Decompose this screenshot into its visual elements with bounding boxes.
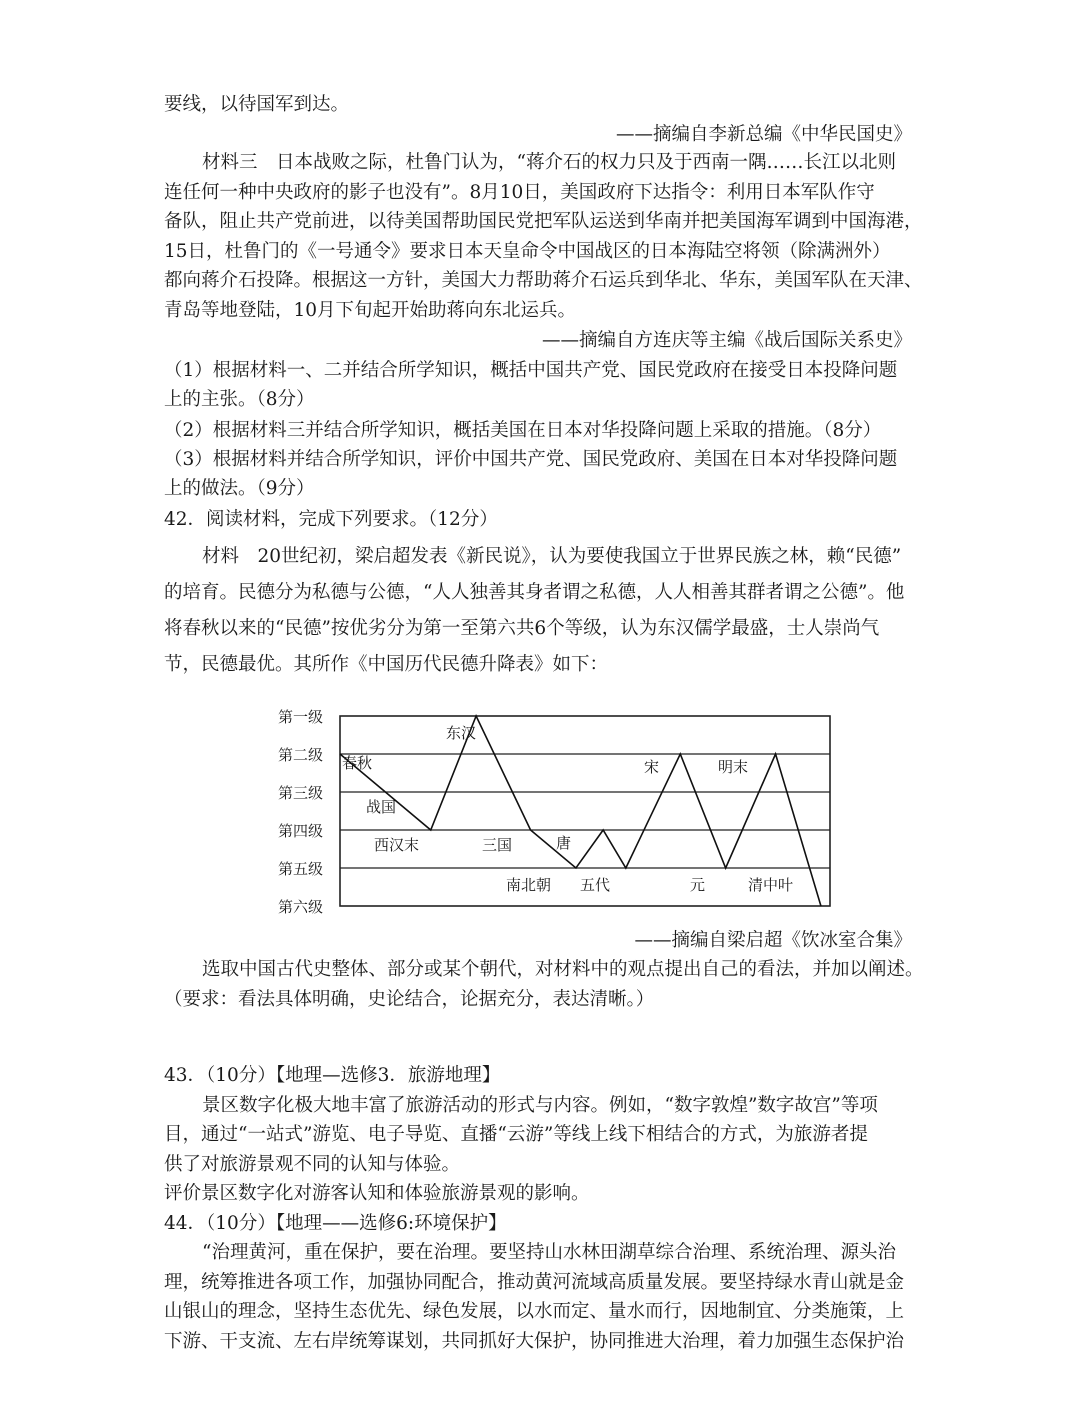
text-line: （3）根据材料并结合所学知识，评价中国共产党、国民党政府、美国在日本对华投降问题 (164, 449, 898, 470)
text-line: 下游、干支流、左右岸统筹谋划，共同抓好大保护，协同推进大治理，着力加强生态保护治 (164, 1331, 905, 1352)
y-tick-label: 第一级 (278, 708, 324, 726)
y-tick-label: 第六级 (278, 898, 324, 916)
text-line: ——摘编自梁启超《饮冰室合集》 (634, 930, 912, 951)
y-tick-label: 第二级 (278, 746, 324, 764)
text-line: 供了对旅游景观不同的认知与体验。 (164, 1154, 461, 1175)
period-label: 东汉 (446, 724, 477, 742)
period-label: 清中叶 (748, 876, 794, 894)
text-line: 都向蒋介石投降。根据这一方针，美国大力帮助蒋介石运兵到华北、华东，美国军队在天津、 (164, 270, 923, 291)
text-line: 备队，阻止共产党前进，以待美国帮助国民党把军队运送到华南并把美国海军调到中国海港， (164, 211, 923, 232)
text-line: 42．阅读材料，完成下列要求。（12分） (164, 509, 498, 530)
text-line: 材料三 日本战败之际，杜鲁门认为，“蒋介石的权力只及于西南一隅……长江以北则 (202, 152, 896, 173)
text-line: （1）根据材料一、二并结合所学知识，概括中国共产党、国民党政府在接受日本投降问题 (164, 360, 898, 381)
text-line: 山银山的理念，坚持生态优先、绿色发展，以水而定、量水而行，因地制宜、分类施策，上 (164, 1301, 905, 1322)
text-line: 理，统筹推进各项工作，加强协同配合，推动黄河流域高质量发展。要坚持绿水青山就是金 (164, 1272, 905, 1293)
text-line: 材料 20世纪初，梁启超发表《新民说》，认为要使我国立于世界民族之林，赖“民德” (202, 546, 902, 567)
text-line: ——摘编自方连庆等主编《战后国际关系史》 (541, 330, 912, 351)
period-label: 五代 (580, 876, 611, 894)
text-line: 将春秋以来的“民德”按优劣分为第一至第六共6个等级，认为东汉儒学最盛，士人崇尚气 (164, 618, 880, 639)
period-label: 明末 (718, 758, 749, 776)
y-tick-label: 第三级 (278, 784, 324, 802)
period-label: 三国 (482, 836, 513, 854)
text-line: 15日，杜鲁门的《一号通令》要求日本天皇命令中国战区的日本海陆空将领（除满洲外） (164, 241, 891, 262)
text-line: 43．（10分）【地理—选修3．旅游地理】 (164, 1065, 501, 1086)
text-line: 上的主张。（8分） (164, 389, 315, 410)
text-line: 选取中国古代史整体、部分或某个朝代，对材料中的观点提出自己的看法，并加以阐述。 (202, 959, 924, 980)
text-line: 评价景区数字化对游客认知和体验旅游景观的影响。 (164, 1183, 590, 1204)
period-label: 元 (690, 876, 706, 894)
y-tick-label: 第四级 (278, 822, 324, 840)
text-line: 的培育。民德分为私德与公德，“人人独善其身者谓之私德，人人相善其群者谓之公德”。他 (164, 582, 905, 603)
text-line: 要线，以待国军到达。 (164, 94, 350, 115)
text-line: 44．（10分）【地理——选修6:环境保护】 (164, 1213, 507, 1234)
text-line: 节，民德最优。其所作《中国历代民德升降表》如下： (164, 654, 609, 675)
text-line: 景区数字化极大地丰富了旅游活动的形式与内容。例如，“数字敦煌”数字故宫”等项 (202, 1095, 878, 1116)
text-line: 目，通过“一站式”游览、电子导览、直播“云游”等线上线下相结合的方式，为旅游者提 (164, 1124, 868, 1145)
period-label: 宋 (644, 758, 660, 776)
text-line: 连任何一种中央政府的影子也没有”。8月10日，美国政府下达指令：利用日本军队作守 (164, 182, 875, 203)
text-line: 青岛等地登陆，10月下旬起开始助蒋向东北运兵。 (164, 300, 577, 321)
minde-chart (270, 700, 840, 920)
period-label: 南北朝 (506, 876, 552, 894)
text-line: （要求：看法具体明确，史论结合，论据充分，表达清晰。） (164, 989, 655, 1010)
period-label: 唐 (556, 834, 572, 852)
text-line: “治理黄河，重在保护，要在治理。要坚持山水林田湖草综合治理、系统治理、源头治 (202, 1242, 896, 1263)
y-tick-label: 第五级 (278, 860, 324, 878)
period-label: 西汉末 (374, 836, 420, 854)
period-label: 战国 (366, 798, 397, 816)
period-label: 春秋 (342, 754, 373, 772)
text-line: ——摘编自李新总编《中华民国史》 (615, 124, 912, 145)
text-line: 上的做法。（9分） (164, 478, 315, 499)
text-line: （2）根据材料三并结合所学知识，概括美国在日本对华投降问题上采取的措施。（8分） (164, 420, 882, 441)
